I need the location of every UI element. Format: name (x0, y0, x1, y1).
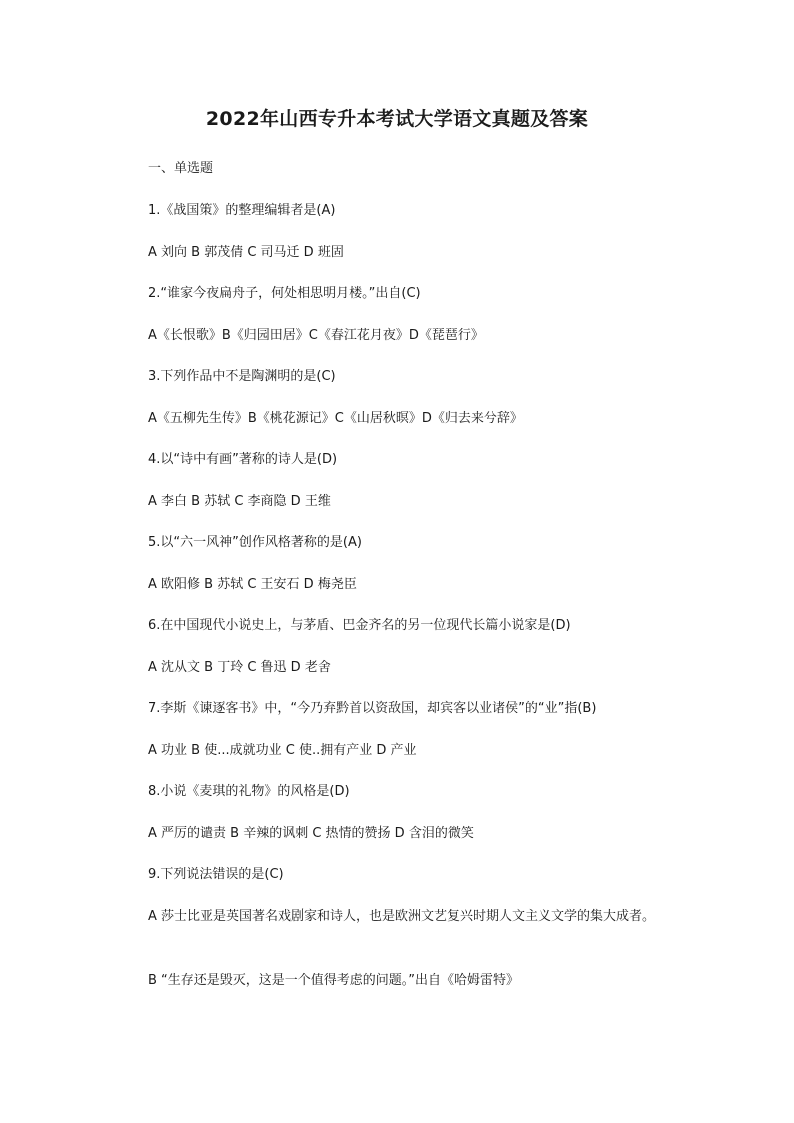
q9-option-a: A 莎士比亚是英国著名戏剧家和诗人，也是欧洲文艺复兴时期人文主义文学的集大成者。 (148, 909, 656, 924)
question-8: 8.小说《麦琪的礼物》的风格是(D) (148, 784, 350, 799)
question-1: 1.《战国策》的整理编辑者是(A) (148, 203, 336, 218)
options-7: A 功业 B 使...成就功业 C 使..拥有产业 D 产业 (148, 743, 417, 758)
section-heading: 一、单选题 (148, 161, 214, 176)
options-8: A 严厉的谴责 B 辛辣的讽刺 C 热情的赞扬 D 含泪的微笑 (148, 826, 474, 841)
options-4: A 李白 B 苏轼 C 李商隐 D 王维 (148, 494, 331, 509)
question-9: 9.下列说法错误的是(C) (148, 867, 284, 882)
q9-option-b: B “生存还是毁灭，这是一个值得考虑的问题。”出自《哈姆雷特》 (148, 973, 520, 988)
options-5: A 欧阳修 B 苏轼 C 王安石 D 梅尧臣 (148, 577, 357, 592)
options-3: A《五柳先生传》B《桃花源记》C《山居秋暝》D《归去来兮辞》 (148, 411, 523, 426)
options-6: A 沈从文 B 丁玲 C 鲁迅 D 老舍 (148, 660, 331, 675)
document-title: 2022年山西专升本考试大学语文真题及答案 (205, 108, 589, 130)
options-1: A 刘向 B 郭茂倩 C 司马迁 D 班固 (148, 245, 344, 260)
question-5: 5.以“六一风神”创作风格著称的是(A) (148, 535, 362, 550)
question-7: 7.李斯《谏逐客书》中，“今乃弃黔首以资敌国，却宾客以业诸侯”的“业”指(B) (148, 701, 597, 716)
options-2: A《长恨歌》B《归园田居》C《春江花月夜》D《琵琶行》 (148, 328, 484, 343)
question-4: 4.以“诗中有画”著称的诗人是(D) (148, 452, 338, 467)
question-3: 3.下列作品中不是陶渊明的是(C) (148, 369, 336, 384)
question-6: 6.在中国现代小说史上，与茅盾、巴金齐名的另一位现代长篇小说家是(D) (148, 618, 571, 633)
question-2: 2.“谁家今夜扁舟子，何处相思明月楼。”出自(C) (148, 286, 421, 301)
